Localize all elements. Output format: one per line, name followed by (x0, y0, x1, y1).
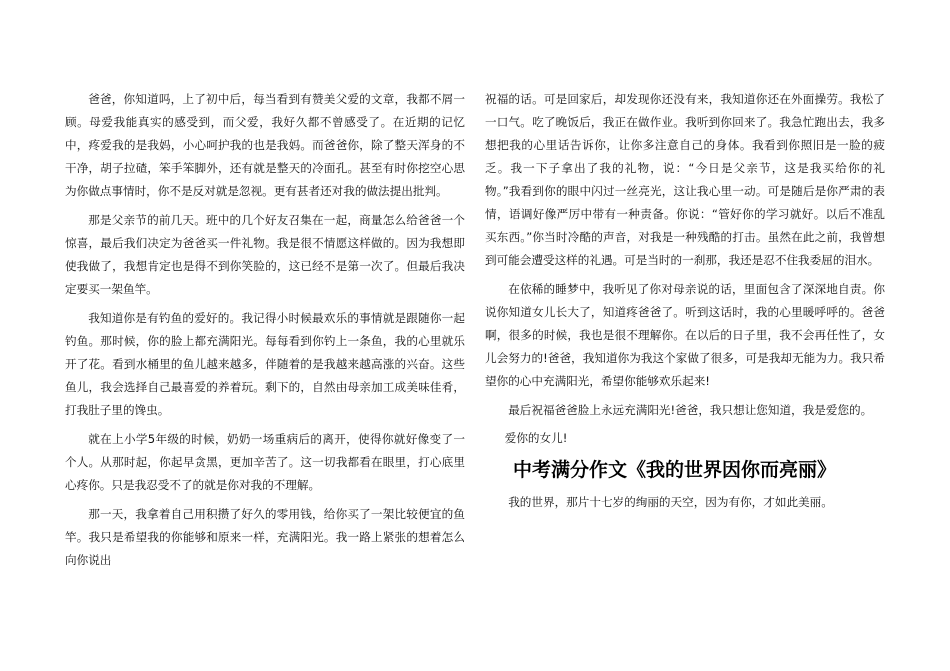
essay-title: 中考满分作文《我的世界因你而亮丽》 (513, 459, 837, 481)
paragraph: 最后祝福爸爸脸上永远充满阳光!爸爸，我只想让您知道，我是爱您的。 (508, 403, 873, 417)
paragraph: 那一天，我拿着自己用积攒了好久的零用钱，给你买了一架比较便宜的鱼竿。我只是希望我的你能够和原来一样，充满阳光。我一路上紧张的想着怎么向你说出 (65, 507, 465, 567)
paragraph: 祝福的话。可是回家后，却发现你还没有来，我知道你还在外面操劳。我松了一口气。吃了晚饭后，我正在做作业。我听到你回来了。我急忙跑出去，我多想把我的心里话告诉你，让你多注意自己的身体。我看到你照旧是一脸的疲乏。我一下子拿出了我的礼物，说：“今日是父亲节，这是我买给你的礼物。”我看到你的眼中闪过一丝亮光，这让我心里一动。可是随后是你严肃的表情，语调好像严厉中带有一种责备。你说：“管好你的学习就好。以后不准乱买东西。”你当时冷酷的声音，对我是一种残酷的打击。虽然在此之前，我曾想到可能会遭受这样的礼遇。可是当时的一刹那，我还是忍不住我委屈的泪水。 (485, 92, 885, 267)
paragraph: 在依稀的睡梦中，我听见了你对母亲说的话，里面包含了深深地自责。你说你知道女儿长大了，知道疼爸爸了。听到这话时，我的心里暖呼呼的。爸爸啊，很多的时候，我也是很不理解你。在以后的日子里，我不会再任性了，女儿会努力的!爸爸，我知道你为我这个家做了很多，可是我却无能为力。我只希望你的心中充满阳光，希望你能够欢乐起来! (485, 282, 885, 388)
essay-first-line: 我的世界，那片十七岁的绚丽的天空，因为有你，才如此美丽。 (508, 495, 833, 509)
right-text-column (485, 88, 885, 514)
paragraph: 爸爸，你知道吗，上了初中后，每当看到有赞美父爱的文章，我都不屑一顾。母爱我能真实的感受到，而父爱，我好久都不曾感受了。在近期的记忆中，疼爱我的是我妈，小心呵护我的也是我妈。而爸爸你，除了整天浑身的不干净，胡子拉碴，笨手笨脚外，还有就是整天的冷面孔。甚至有时你挖空心思为你做点事情时，你不是反对就是忽视。更有甚者还对我的做法提出批判。 (65, 92, 465, 198)
paragraph: 我知道你是有钓鱼的爱好的。我记得小时候最欢乐的事情就是跟随你一起钓鱼。那时候，你的脸上都充满阳光。每每看到你钓上一条鱼，我的心里就乐开了花。看到水桶里的鱼儿越来越多，伴随着的是我越来越高涨的兴奋。这些鱼儿，我会选择自己最喜爱的养着玩。剩下的，自然由母亲加工成美味佳肴，打我肚子里的馋虫。 (65, 311, 465, 417)
left-text-column (65, 88, 465, 572)
paragraph: 就在上小学5年级的时候，奶奶一场重病后的离开，使得你就好像变了一个人。从那时起，你起早贪黑，更加辛苦了。这一切我都看在眼里，打心底里心疼你。只是我忍受不了的就是你对我的不理解。 (65, 432, 465, 492)
letter-signature: 爱你的女儿! (504, 431, 568, 445)
paragraph: 那是父亲节的前几天。班中的几个好友召集在一起，商量怎么给爸爸一个惊喜，最后我们决定为爸爸买一件礼物。我是很不情愿这样做的。因为我想即使我做了，我想肯定也是得不到你笑脸的，这已经不是第一次了。但最后我决定要买一架鱼竿。 (65, 213, 465, 296)
